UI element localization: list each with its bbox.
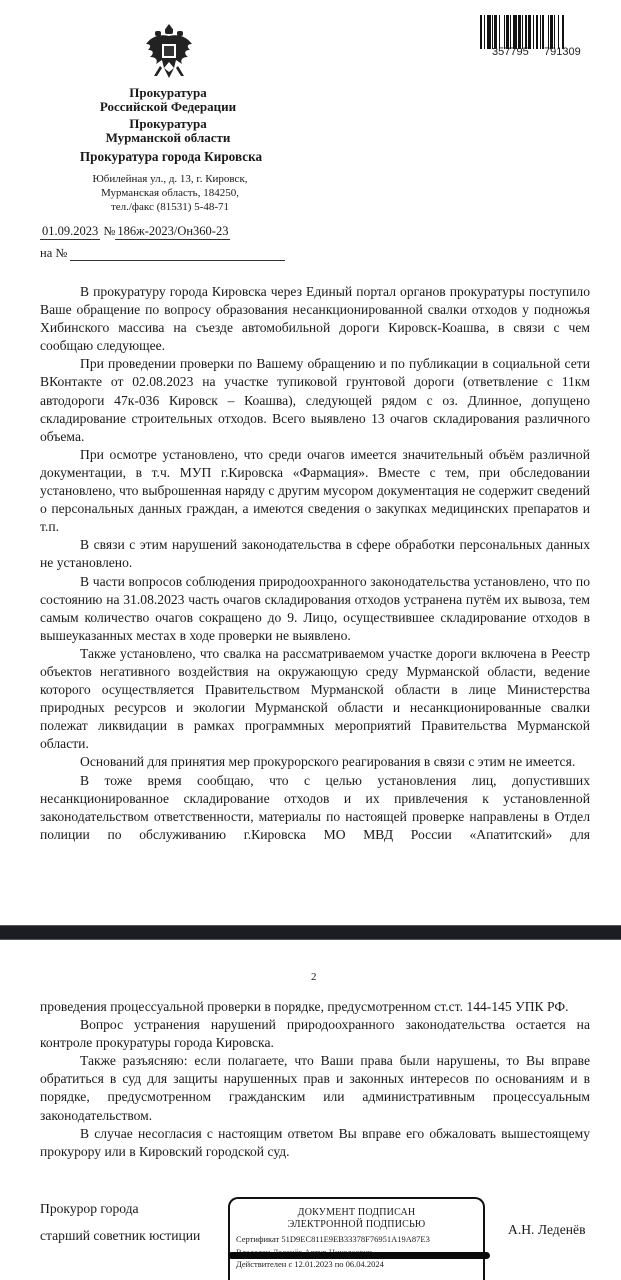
paragraph: В связи с этим нарушений законодательства в сфере обработки персональных данных не установлено. [40,537,590,571]
paragraph: Вопрос устранения нарушений природоохранного законодательства остается на контроле прокуратуры города Кировска. [40,1017,590,1051]
paragraph: Оснований для принятия мер прокурорского реагирования в связи с этим не имеется. [80,754,576,770]
org-name-federal [38,86,298,114]
barcode [480,15,594,49]
coat-of-arms-icon [140,22,198,82]
org-name-line: Российской Федерации [99,99,237,114]
signatory-position [40,1195,200,1249]
paragraph: Также установлено, что свалка на рассматриваемом участке дороги включена в Реестр объектов негативного воздействия на окружающую среду Мурманской области, ведение которого осуществляется Правительством Мурманской области в лице Министерства природных ресурсов и экологии Мурманской области и несанкционированные свалки полежат ликвидации в рамках программных мероприятий Правительства Мурманской области. [40,645,590,752]
stamp-validity: Действителен с 12.01.2023 по 06.04.2024 [236,1259,384,1269]
redaction-bar [228,1252,490,1259]
barcode-bar [564,15,566,49]
paragraph-continuation: проведения процессуальной проверки в порядке, предусмотренном ст.ст. 144-145 УПК РФ. [40,999,569,1014]
paragraph: Также разъясняю: если полагаете, что Ваши права были нарушены, то Вы вправе обратиться в суд для защиты нарушенных прав и законных интересов по основаниям и в порядке, предусмотренном гражданским или административным процессуальным законодательством. [40,1053,590,1123]
reference-label: на № [40,246,68,260]
electronic-signature-stamp [228,1197,485,1280]
letter-body-page-1 [40,283,590,844]
document-page-2 [0,940,621,1280]
org-name-line: Прокуратура [129,85,207,100]
registration-number: 186ж-2023/Он360-23 [117,224,229,238]
org-name-line: Прокуратура [129,116,207,131]
reference-blank [70,249,285,261]
paragraph: В прокуратуру города Кировска через Единый портал органов прокуратуры поступило Ваше обращение по вопросу образования несанкционированной свалки отходов у подножья Хибинского массива на съезде автомобильной дороги Кировск-Коашва, в связи с чем сообщаю следующее. [40,284,590,354]
registration-line [40,224,230,240]
org-address [40,172,300,214]
barcode-number-left: 357795 [492,46,529,58]
org-name-regional [38,117,298,145]
position-line: старший советник юстиции [40,1228,201,1243]
address-line: Юбилейная ул., д. 13, г. Кировск, [92,173,248,185]
registration-date: 01.09.2023 [42,224,99,238]
number-sign: № [103,224,116,238]
signatory-name: А.Н. Леденёв [508,1222,586,1237]
letter-body-page-2 [40,998,590,1161]
paragraph: При проведении проверки по Вашему обращению и по публикации в социальной сети ВКонтакте от 02.08.2023 на участке тупиковой грунтовой дороги (ответвление с 11км автодороги 47к-036 Кировск – Коашва), следующей рядом с оз. Длинное, допущено складирование строительных отходов. Всего выявлено 13 очагов складирования различного объема. [40,356,590,444]
paragraph: В тоже время сообщаю, что с целью установления лиц, допустивших несанкционированное складирование отходов и их привлечения к установленной законодательством ответственности, материалы по настоящей проверке направлены в Отдел полиции по обслуживанию г.Кировска МО МВД России «Апатитский» для [40,772,590,842]
stamp-title-line: ЭЛЕКТРОННОЙ ПОДПИСЬЮ [287,1219,426,1230]
paragraph: При осмотре установлено, что среди очагов имеется значительный объём различной документации, в т.ч. МУП г.Кировска «Фармация». Вместе с тем, при обследовании установлено, что выброшенная наряду с другим мусором документация не содержит сведений о персональных данных граждан, а имеются сведения о закупках медицинских препаратов и т.п. [40,446,590,535]
org-name-line: Мурманской области [105,130,231,145]
page-separator [0,925,621,940]
org-name-city: Прокуратура города Кировска [79,149,263,164]
stamp-title-line: ДОКУМЕНТ ПОДПИСАН [297,1207,416,1218]
reference-line [40,246,285,261]
stamp-title [230,1207,483,1231]
paragraph: В случае несогласия с настоящим ответом Вы вправе его обжаловать вышестоящему прокурору или в Кировский городской суд. [40,1125,590,1159]
page-number: 2 [311,971,317,983]
stamp-certificate: Сертификат 51D9EC811E9EB33378F76951A19A87E3 [236,1234,430,1244]
address-line: Мурманская область, 184250, [101,187,239,199]
address-line: тел./факс (81531) 5-48-71 [110,201,230,213]
position-line: Прокурор города [40,1201,139,1216]
barcode-number-right: 791309 [544,46,581,58]
paragraph: В части вопросов соблюдения природоохранного законодательства установлено, что по состоянию на 31.08.2023 часть очагов складирования отходов устранена путём их вывоза, тем самым количество очагов сокращено до 9. Лицо, осуществившее складирование отходов в вышеуказанных местах в ходе проверки не выявлено. [40,573,590,643]
